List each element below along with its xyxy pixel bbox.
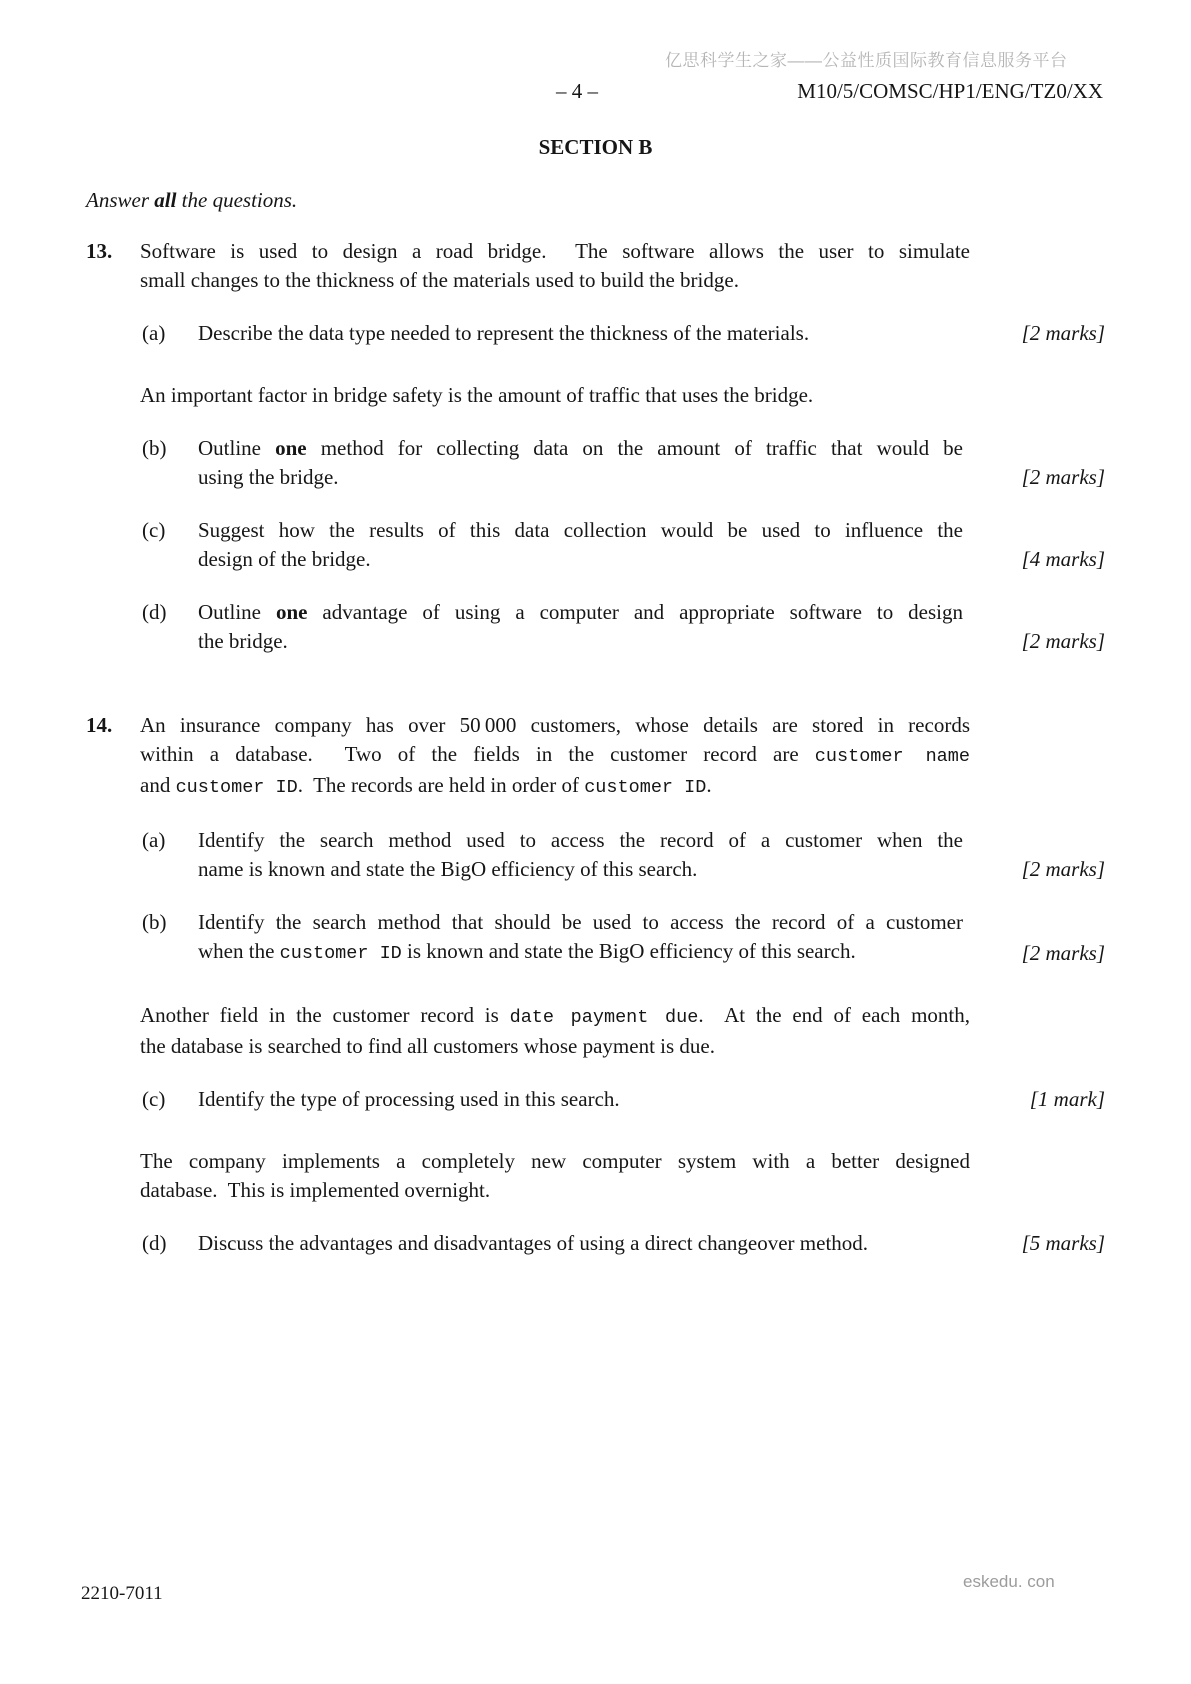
instruction-pre: Answer (86, 188, 155, 212)
text-line (198, 598, 963, 627)
text-line (140, 381, 970, 410)
text-line (140, 1147, 970, 1176)
text-segment: Identify the type of processing used in this search. (198, 1087, 620, 1111)
subquestion-text (198, 908, 963, 968)
subquestion-label: (b) (142, 436, 167, 460)
subquestion-text (198, 516, 963, 574)
question-13c (142, 516, 1105, 574)
text-segment: Discuss the advantages and disadvantages of using a direct changeover method. (198, 1231, 869, 1255)
answer-instruction (86, 186, 1105, 215)
text-segment: Software is used to design a road bridge. The software allows the user to simulate (140, 239, 970, 263)
text-line (198, 908, 963, 937)
text-line (198, 1085, 963, 1114)
question-14c (142, 1085, 1105, 1114)
text-segment: Outline (198, 436, 276, 460)
text-segment: within a database. Two of the fields in the customer record are (140, 742, 815, 766)
question-number: 13. (86, 239, 113, 263)
text-line (140, 1176, 970, 1205)
text-line (140, 266, 970, 295)
text-line (140, 1032, 970, 1061)
question-text (140, 711, 970, 802)
marks-badge: [4 marks] (1021, 547, 1105, 571)
subquestion-text (198, 1085, 963, 1114)
text-line (198, 855, 963, 884)
marks-badge: [2 marks] (1021, 321, 1105, 345)
subquestion-label: (c) (142, 1087, 166, 1111)
document-content (86, 133, 1105, 1258)
text-segment: . The records are held in order of (297, 773, 585, 797)
text-segment: Suggest how the results of this data collection would be used to influence the (198, 518, 963, 542)
text-segment: design of the bridge. (198, 547, 371, 571)
subquestion-label: (a) (142, 321, 166, 345)
marks-badge: [1 mark] (1029, 1087, 1105, 1111)
text-line (198, 516, 963, 545)
text-segment: Describe the data type needed to represent the thickness of the materials. (198, 321, 810, 345)
text-segment: when the (198, 939, 280, 963)
document-body (86, 237, 1105, 1258)
text-segment: one (275, 436, 307, 460)
question-14 (86, 711, 1105, 802)
text-line (198, 826, 963, 855)
text-segment: using the bridge. (198, 465, 339, 489)
text-segment: An important factor in bridge safety is the amount of traffic that uses the bridge. (140, 383, 814, 407)
text-line (140, 771, 970, 802)
marks-badge: [2 marks] (1021, 629, 1105, 653)
subquestion-text (198, 1229, 963, 1258)
marks-badge: [5 marks] (1021, 1231, 1105, 1255)
question-13a (142, 319, 1105, 348)
subquestion-label: (c) (142, 518, 166, 542)
text-line (198, 627, 963, 656)
question-14-system-note (140, 1147, 970, 1205)
question-13b (142, 434, 1105, 492)
question-text (140, 237, 970, 295)
page-number: – 4 – (556, 79, 598, 103)
subquestion-label: (d) (142, 1231, 167, 1255)
text-line (140, 1001, 970, 1032)
paper-reference: M10/5/COMSC/HP1/ENG/TZ0/XX (797, 79, 1103, 103)
instruction-post: the questions. (176, 188, 298, 212)
text-line (198, 1229, 963, 1258)
marks-badge: [2 marks] (1021, 857, 1105, 881)
question-14d (142, 1229, 1105, 1258)
subquestion-label: (d) (142, 600, 167, 624)
instruction-emphasis: all (154, 188, 177, 212)
text-segment: advantage of using a computer and appropriate software to design (307, 600, 963, 624)
text-line (140, 740, 970, 771)
code-text: customer name (814, 746, 970, 767)
paper-code: 2210-7011 (81, 1583, 163, 1604)
text-line (198, 319, 963, 348)
question-14a (142, 826, 1105, 884)
question-13 (86, 237, 1105, 295)
question-13-traffic-note (140, 381, 970, 410)
subquestion-label: (b) (142, 910, 167, 934)
text-segment: and (140, 773, 176, 797)
text-segment: the bridge. (198, 629, 288, 653)
marks-badge: [2 marks] (1021, 941, 1105, 965)
footer-watermark: eskedu. con (963, 1572, 1055, 1591)
text-segment: name is known and state the BigO efficiency of this search. (198, 857, 698, 881)
text-line (198, 545, 963, 574)
text-segment: Outline (198, 600, 276, 624)
code-text: date payment due (509, 1007, 699, 1028)
text-segment: The company implements a completely new computer system with a better designed (140, 1149, 970, 1173)
code-text: customer ID (584, 777, 707, 798)
marks-badge: [2 marks] (1021, 465, 1105, 489)
code-text: customer ID (279, 943, 402, 964)
question-13d (142, 598, 1105, 656)
text-line (198, 937, 963, 968)
subquestion-text (198, 434, 963, 492)
question-14b (142, 908, 1105, 968)
subquestion-text (198, 319, 963, 348)
header-watermark: 亿思科学生之家——公益性质国际教育信息服务平台 (665, 51, 1068, 70)
subquestion-text (198, 826, 963, 884)
text-segment: . At the end of each month, (698, 1003, 970, 1027)
subquestion-text (198, 598, 963, 656)
text-segment: An insurance company has over 50 000 customers, whose details are stored in records (140, 713, 970, 737)
text-line (198, 434, 963, 463)
text-segment: Identify the search method that should be used to access the record of a customer (198, 910, 963, 934)
text-segment: method for collecting data on the amount of traffic that would be (306, 436, 963, 460)
text-segment: Another field in the customer record is (140, 1003, 510, 1027)
section-title: SECTION B (538, 135, 653, 159)
text-segment: one (275, 600, 308, 624)
text-segment: . (706, 773, 712, 797)
text-line (198, 463, 963, 492)
text-segment: Identify the search method used to access the record of a customer when the (198, 828, 963, 852)
text-segment: small changes to the thickness of the materials used to build the bridge. (140, 268, 739, 292)
text-line (140, 237, 970, 266)
text-segment: is known and state the BigO efficiency of this search. (401, 939, 856, 963)
question-14-payment-note (140, 1001, 970, 1061)
text-segment: the database is searched to find all customers whose payment is due. (140, 1034, 715, 1058)
subquestion-label: (a) (142, 828, 166, 852)
code-text: customer ID (175, 777, 298, 798)
question-number: 14. (86, 713, 113, 737)
text-line (140, 711, 970, 740)
text-segment: database. This is implemented overnight. (140, 1178, 491, 1202)
